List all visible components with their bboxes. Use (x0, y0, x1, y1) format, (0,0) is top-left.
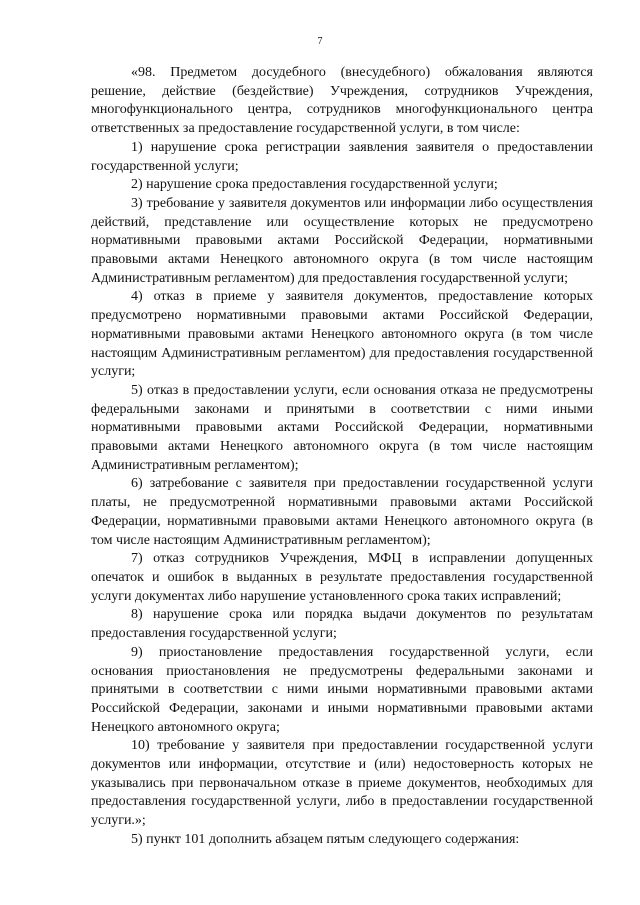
paragraph-amendment-5: 5) пункт 101 дополнить абзацем пятым следующего содержания: (131, 831, 520, 847)
paragraph-item-6: 6) затребование с заявителя при предоставлении государственной услуги платы, не предусмотренной нормативными правовыми актами Российской Федерации, нормативными правовыми актами Ненецкого автономного округа (в том числе настоящим Административным регламентом); (91, 476, 593, 548)
paragraph-item-1: 1) нарушение срока регистрации заявления заявителя о предоставлении государственной услуги; (91, 139, 593, 174)
paragraph-item-8: 8) нарушение срока или порядка выдачи документов по результатам предоставления государственной услуги; (91, 607, 593, 642)
paragraph-item-10: 10) требование у заявителя при предоставлении государственной услуги документов или информации, отсутствие и (или) недостоверность которых не указывались при первоначальном отказе в приеме документов, необходимых для предоставления государственной услуги, либо в предоставлении государственной услуги.»; (91, 738, 593, 829)
paragraph-article-98-intro: «98. Предметом досудебного (внесудебного) обжалования являются решение, действие (бездействие) Учреждения, сотрудников Учреждения, многофункционального центра, сотрудников многофункционального центра ответственных за предоставление государственной услуги, в том числе: (91, 65, 593, 137)
paragraph-item-5: 5) отказ в предоставлении услуги, если основания отказа не предусмотрены федеральными законами и принятыми в соответствии с ними иными нормативными правовыми актами Российской Федерации, нормативными правовыми актами Ненецкого автономного округа (в том числе настоящим Административным регламентом); (91, 382, 593, 473)
paragraph-item-9: 9) приостановление предоставления государственной услуги, если основания приостановления не предусмотрены федеральными законами и принятыми в соответствии с ними иными нормативными правовыми актами Российской Федерации, законами и иными нормативными правовыми актами Ненецкого автономного округа; (91, 644, 593, 735)
paragraph-item-2: 2) нарушение срока предоставления государственной услуги; (131, 177, 498, 193)
paragraph-item-7: 7) отказ сотрудников Учреждения, МФЦ в исправлении допущенных опечаток и ошибок в выданных в результате предоставления государственной услуги документах либо нарушение установленного срока таких исправлений; (91, 551, 593, 604)
paragraph-item-4: 4) отказ в приеме у заявителя документов, предоставление которых предусмотрено нормативными правовыми актами Российской Федерации, нормативными правовыми актами Ненецкого автономного округа (в том числе настоящим Административным регламентом) для предоставления государственной услуги; (91, 289, 593, 380)
paragraph-item-3: 3) требование у заявителя документов или информации либо осуществления действий, представление или осуществление которых не предусмотрено нормативными правовыми актами Российской Федерации, нормативными правовыми актами Ненецкого автономного округа (в том числе настоящим Административным регламентом) для предоставления государственной услуги; (91, 195, 593, 286)
document-body (91, 64, 593, 850)
page-number: 7 (317, 36, 323, 47)
